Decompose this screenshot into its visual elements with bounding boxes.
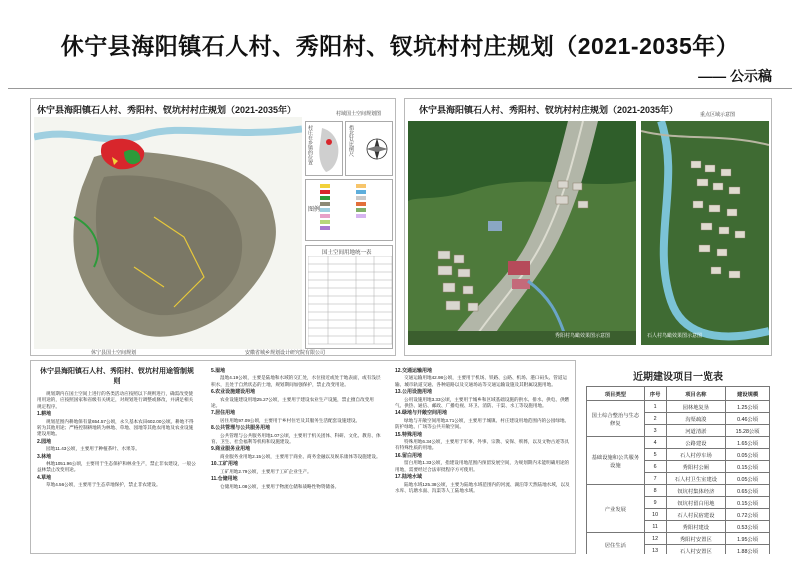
- rules-title: 休宁县海阳镇石人村、秀阳村、钗坑村用途管制规则: [40, 368, 194, 385]
- table-cell: 0.15公顷: [726, 461, 770, 473]
- table-cell: 11: [644, 521, 666, 533]
- xiuyang-aerial-image[interactable]: [408, 121, 636, 345]
- land-use-map[interactable]: [34, 117, 302, 349]
- compass-inset: 指北针/比例尺: [345, 121, 393, 176]
- table-row: [587, 401, 770, 413]
- use-control-rules-panel: [30, 360, 576, 554]
- north-arrow-icon: [364, 136, 390, 162]
- project-type-cell: 基础设施和公共服务设施: [587, 437, 645, 485]
- table-row: [587, 437, 770, 449]
- table-cell: 石人村停车场: [666, 449, 726, 461]
- table-cell: 9: [644, 497, 666, 509]
- table-cell: 10: [644, 509, 666, 521]
- table-cell: 0.05公顷: [726, 449, 770, 461]
- project-type-cell: 产业发展: [587, 485, 645, 533]
- table-header: 序号: [644, 387, 666, 401]
- shiren-aerial-image[interactable]: [641, 121, 769, 345]
- table-cell: 秀阳村建设: [666, 521, 726, 533]
- table-cell: 钗坑村留白用地: [666, 497, 726, 509]
- table-cell: 15.28公顷: [726, 425, 770, 437]
- table-cell: 3: [644, 425, 666, 437]
- table-cell: 2: [644, 413, 666, 425]
- page-title: 休宁县海阳镇石人村、秀阳村、钗坑村村庄规划（2021-2035年）: [60, 33, 740, 59]
- table-cell: 园林地复垦: [666, 401, 726, 413]
- land-use-statistics-table: 国土空间用地统一表: [305, 245, 393, 349]
- right-panel-title: 休宁县海阳镇石人村、秀阳村、钗坑村村庄规划（2021-2035年）: [419, 105, 679, 115]
- table-cell: 1.95公顷: [726, 533, 770, 545]
- left-footer-left: 休宁县国土空间规划: [91, 350, 137, 356]
- page-subtitle: —— 公示稿: [698, 68, 772, 84]
- table-cell: 1.25公顷: [726, 401, 770, 413]
- key-area-title: 重点区域示意图: [700, 112, 736, 118]
- location-inset: 村庄在乡镇的位置: [305, 121, 343, 176]
- table-cell: 石人村民宿建设: [666, 509, 726, 521]
- map-title: 村域国土空间规划图: [336, 111, 382, 117]
- map-legend: 图例: [305, 179, 393, 241]
- table-cell: 1: [644, 401, 666, 413]
- table-header: 项目名称: [666, 387, 726, 401]
- project-type-cell: 国土综合整治与生态修复: [587, 401, 645, 437]
- shiren-aerial-label: 石人村鸟瞰效果图示意图: [647, 333, 703, 339]
- table-cell: 1.88公顷: [726, 545, 770, 555]
- table-cell: 秀阳村安置区: [666, 533, 726, 545]
- project-table: [586, 386, 770, 554]
- table-cell: 6: [644, 461, 666, 473]
- table-row: [587, 533, 770, 545]
- project-table-panel: [584, 360, 772, 554]
- table-cell: 0.72公顷: [726, 509, 770, 521]
- title-rule: [8, 88, 792, 89]
- table-cell: 12: [644, 533, 666, 545]
- table-row: [587, 485, 770, 497]
- rules-column-2: 5.湿地 湿地4.19公顷，主要是陆地和水域的交汇处，水位接近或处于地表面，或有浅层积水，且处于自然状态的土地，规划期间加强保护，禁止改变用途。 6.农业设施建设用地 农业设施建设用地25.27公顷，主要用于建设农业生产设施，禁止擅自改变用途。 7.居住用地 居住用地97.09公顷，主要用于乡村住宅及其服务生活配套设施建设。 8.公共管理与公共服务用地 公共管理与公共服务用地1.07公顷，主要用于机关团体、科研、文化、教育、体育、卫生、社会福利等机构和设施建设。 9.商业服务业用地 商业服务业用地2.15公顷，主要用于商业、商务金融以及娱乐康体等设施建设。 10.工矿用地 工矿用地2.79公顷，主要用于工矿企业生产。 11.仓储用地 仓储用地1.08公顷，主要用于物流仓储和战略性物资储备。: [211, 368, 381, 489]
- table-cell: 5: [644, 449, 666, 461]
- table-cell: 0.65公顷: [726, 485, 770, 497]
- table-cell: 4: [644, 437, 666, 449]
- rules-column-3: 12.交通运输用地 交通运输用地42.98公顷，主要用于机场、铁路、公路、机场、港口码头、管道运输、城市轨道交通、各种道路以及交通场站等交通运输设施及其附属设施用地。 13.公用设施用地 公用设施用地3.33公顷，主要用于城乡和区域基础设施的供水、排水、供电、供燃气、供热、通信、邮政、广播电视、环卫、消防、干渠、水工等设施用地。 14.绿地与开敞空间用地 绿地与开敞空间用地3.71公顷，主要用于城镇、村庄建设用地范围内的公园绿地、防护绿地、广场等公共开敞空间。 15.特殊用地 特殊用地6.34公顷，主要用于军事、外事、宗教、安保、殡葬，以及文物古迹等具有特殊性质的用地。 16.留白用地 留白用地1.33公顷，指建设用地范围内预留发展空间，为规划期内未能明确用途的用地，需要经过合法审批程序方可使用。 17.陆地水域 陆地水域125.38公顷，主要为陆地水域范围内的河流、湖泊等天然陆地水域，以及水库、坑塘水面、沟渠等人工陆地水域。: [395, 368, 570, 493]
- table-cell: 沟渠疏浚: [666, 413, 726, 425]
- table-cell: 公路建设: [666, 437, 726, 449]
- table-cell: 7: [644, 473, 666, 485]
- table-cell: 0.15公顷: [726, 497, 770, 509]
- table-header: 项目类型: [587, 387, 645, 401]
- table-cell: 河道清淤: [666, 425, 726, 437]
- left-footer-right: 安徽省城乡规划设计研究院有限公司: [245, 350, 326, 356]
- table-cell: 石人村卫生室建设: [666, 473, 726, 485]
- land-use-map-panel: [30, 98, 396, 356]
- table-cell: 秀阳村公厕: [666, 461, 726, 473]
- table-cell: 石人村安置区: [666, 545, 726, 555]
- left-panel-title: 休宁县海阳镇石人村、秀阳村、钗坑村村庄规划（2021-2035年）: [37, 105, 297, 115]
- project-type-cell: 居住生活: [587, 533, 645, 555]
- rules-column-1: 规划期内在国土空间上进行的各类活动应按照以下规则进行，确需改变使用用途的，应按照国家和省级有关规定，对规划进行调整或修改，并满足相关规定程序。 1.耕地 规划范围内耕地保有量654.57公顷，永久基本农田602.00公顷。耕地不得转为其他用途；严格控制耕地转为林地、草地、园地等其他农用地及农业设施建设用地。 2.园地 园地11.43公顷，主要用于种植茶叶、水果等。 3.林地 林地1051.96公顷，主要用于生态保护和林业生产，禁止非农建设，一般公益林禁止改变用途。 4.草地 草地4.56公顷，主要用于生态草地保护，禁止非农建设。: [37, 391, 196, 488]
- table-cell: 8: [644, 485, 666, 497]
- aerial-rendering-panel: [404, 98, 772, 356]
- project-table-title: 近期建设项目一览表: [633, 372, 723, 383]
- table-cell: 13: [644, 545, 666, 555]
- table-cell: 0.53公顷: [726, 521, 770, 533]
- table-cell: 钗坑村集体经济: [666, 485, 726, 497]
- table-header: 建设规模: [726, 387, 770, 401]
- table-cell: 1.65公顷: [726, 437, 770, 449]
- table-cell: 0.05公顷: [726, 473, 770, 485]
- table-cell: 0.46公顷: [726, 413, 770, 425]
- xiuyang-aerial-label: 秀阳村鸟瞰效果图示意图: [555, 333, 611, 339]
